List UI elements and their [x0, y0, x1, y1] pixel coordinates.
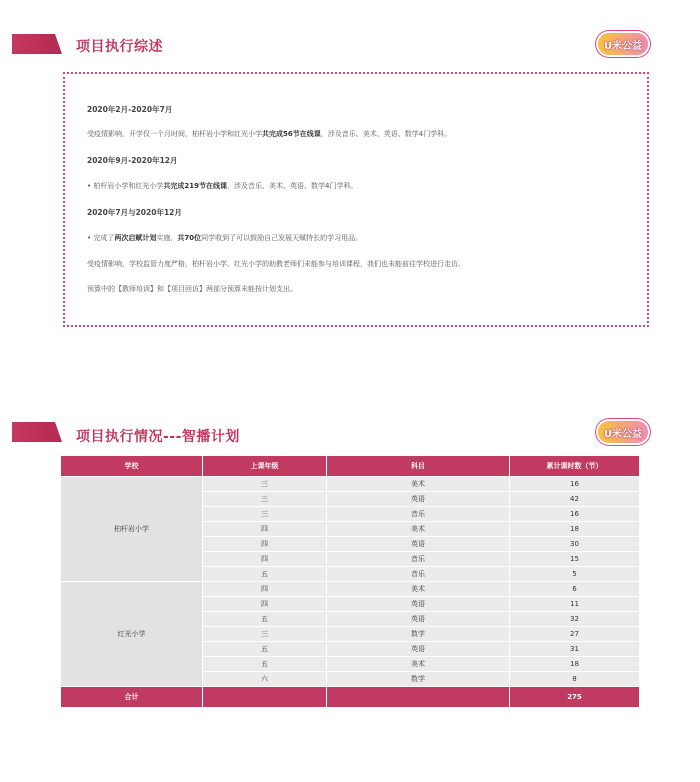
summary-box [63, 72, 649, 327]
subject-cell: 音乐 [327, 507, 510, 522]
school-name: 柏杆岩小学 [61, 477, 203, 582]
grade-cell: 四 [203, 552, 327, 567]
period-heading-2: 2020年9月-2020年12月 [87, 156, 178, 165]
total-empty-grade [203, 687, 327, 708]
header-school: 学校 [61, 456, 203, 477]
hours-cell: 16 [510, 507, 640, 522]
grade-cell: 四 [203, 522, 327, 537]
grade-cell: 五 [203, 567, 327, 582]
subject-cell: 英语 [327, 537, 510, 552]
school-name: 红光小学 [61, 582, 203, 687]
hours-cell: 5 [510, 567, 640, 582]
hours-cell: 8 [510, 672, 640, 687]
note-text-2: 预算中的【教师培训】和【项目回访】两部分预算未能按计划支出。 [87, 285, 297, 293]
subject-cell: 英语 [327, 642, 510, 657]
grade-cell: 四 [203, 537, 327, 552]
brand-logo-2 [598, 421, 648, 443]
subject-cell: 音乐 [327, 567, 510, 582]
table-row [61, 582, 640, 597]
grade-cell: 五 [203, 642, 327, 657]
grade-cell: 五 [203, 657, 327, 672]
subject-cell: 美术 [327, 657, 510, 672]
section2-tab-strip [12, 422, 62, 442]
brand-logo [598, 33, 648, 55]
section1-tab-strip [12, 34, 62, 54]
total-empty-subject [327, 687, 510, 708]
hours-cell: 31 [510, 642, 640, 657]
hours-cell: 6 [510, 582, 640, 597]
hours-cell: 18 [510, 657, 640, 672]
subject-cell: 英语 [327, 597, 510, 612]
subject-cell: 英语 [327, 492, 510, 507]
subject-cell: 美术 [327, 522, 510, 537]
hours-cell: 27 [510, 627, 640, 642]
section2-title: 项目执行情况---智播计划 [76, 429, 240, 445]
grade-cell: 三 [203, 492, 327, 507]
period-heading-1: 2020年2月-2020年7月 [87, 105, 173, 114]
subject-cell: 美术 [327, 477, 510, 492]
period-text-2: • 柏杆岩小学和红光小学共完成219节在线课，涉及音乐、美术、英语、数学4门学科。 [87, 182, 358, 190]
execution-table [60, 455, 640, 708]
hours-cell: 11 [510, 597, 640, 612]
note-text-1: 受疫情影响，学校监管力度严格，柏杆岩小学、红光小学的助教老师们未能参与培训课程，我们也未能前往学校进行走访。 [87, 260, 465, 268]
hours-cell: 16 [510, 477, 640, 492]
subject-cell: 音乐 [327, 552, 510, 567]
grade-cell: 三 [203, 507, 327, 522]
subject-cell: 数学 [327, 672, 510, 687]
subject-cell: 英语 [327, 612, 510, 627]
hours-cell: 32 [510, 612, 640, 627]
table-header-row [61, 456, 640, 477]
header-grade: 上课年级 [203, 456, 327, 477]
header-hours: 累计课时数（节） [510, 456, 640, 477]
grade-cell: 四 [203, 582, 327, 597]
grade-cell: 三 [203, 477, 327, 492]
total-label: 合计 [61, 687, 203, 708]
brand-logo-text-2: U米公益 [603, 428, 643, 440]
period-text-1: 受疫情影响，开学仅一个月时间，柏杆岩小学和红光小学共完成56节在线课，涉及音乐、美术、英语、数学4门学科。 [87, 130, 452, 138]
hours-cell: 15 [510, 552, 640, 567]
section1-title: 项目执行综述 [76, 39, 163, 55]
table-row [61, 477, 640, 492]
period-heading-3: 2020年7月与2020年12月 [87, 208, 182, 217]
hours-cell: 42 [510, 492, 640, 507]
hours-cell: 18 [510, 522, 640, 537]
total-hours: 275 [510, 687, 640, 708]
total-row [61, 687, 640, 708]
grade-cell: 四 [203, 597, 327, 612]
subject-cell: 数学 [327, 627, 510, 642]
grade-cell: 三 [203, 627, 327, 642]
grade-cell: 六 [203, 672, 327, 687]
period-text-3: • 完成了两次启赋计划实施，共70位同学收到了可以鼓励自己发展天赋特长的学习用品。 [87, 234, 363, 242]
brand-logo-text: U米公益 [603, 40, 643, 52]
header-subject: 科目 [327, 456, 510, 477]
subject-cell: 美术 [327, 582, 510, 597]
hours-cell: 30 [510, 537, 640, 552]
grade-cell: 五 [203, 612, 327, 627]
